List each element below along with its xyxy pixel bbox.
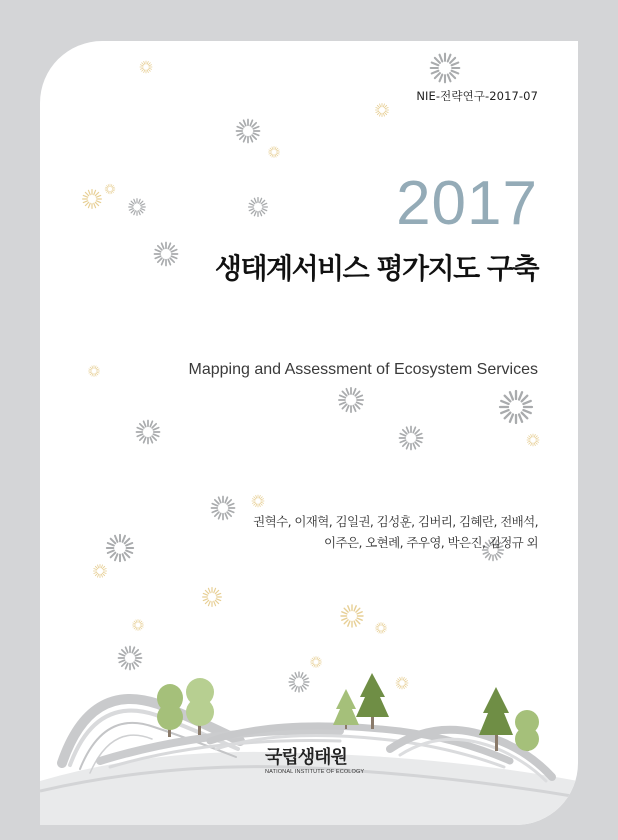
institute-logo — [265, 747, 375, 775]
landscape-illustration — [40, 41, 578, 825]
institute-name-korean: 국립생태원 — [265, 747, 347, 768]
round-tree-right — [515, 710, 539, 751]
institute-name-english: NATIONAL INSTITUTE OF ECOLOGY — [265, 769, 365, 775]
title-korean: 생태계서비스 평가지도 구축 — [214, 252, 538, 285]
report-number: NIE-전략연구-2017-07 — [416, 89, 538, 103]
author-list — [253, 511, 538, 553]
authors-line-1: 권혁수, 이재혁, 김일권, 김성훈, 김버리, 김혜란, 전배석, — [253, 514, 538, 529]
conifer-trees-middle — [333, 673, 389, 729]
authors-line-2: 이주은, 오현례, 주우영, 박은진, 김정규 외 — [324, 535, 538, 550]
title-english: Mapping and Assessment of Ecosystem Services — [188, 361, 538, 378]
report-cover — [40, 41, 578, 825]
publication-year: 2017 — [396, 169, 538, 238]
